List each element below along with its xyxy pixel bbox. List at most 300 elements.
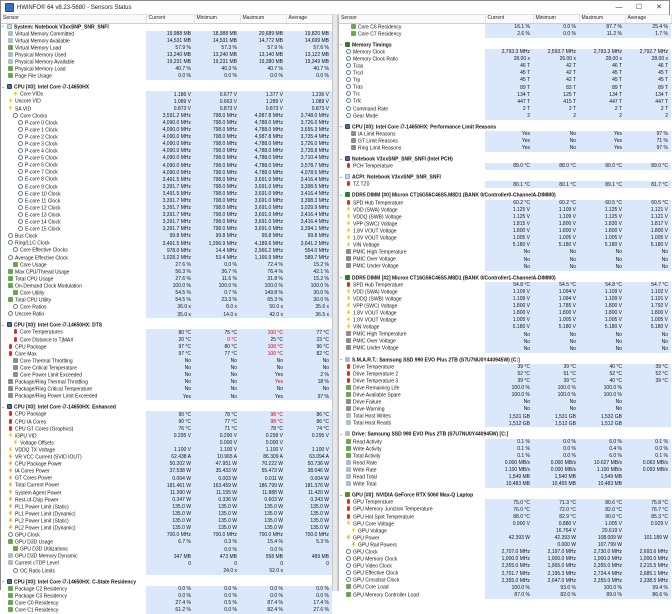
sensor-row[interactable] [339,145,671,152]
col-header-average[interactable]: Average [625,15,671,23]
sensor-group-header[interactable] [339,42,671,49]
sensor-row[interactable] [339,98,671,105]
sensor-row[interactable] [1,106,332,113]
sensor-row[interactable] [1,262,332,269]
sensor-name-cell [1,372,146,379]
sensor-row[interactable] [1,212,332,219]
sensor-group-title[interactable] [339,357,671,364]
sensor-row[interactable] [339,592,671,599]
current-value: 0.1 % [485,446,533,453]
sensor-row[interactable] [339,406,671,413]
sensor-group-title[interactable] [339,124,671,131]
sensor-row[interactable] [339,338,671,345]
average-value: 60.5 °C [625,200,671,207]
sensor-row[interactable] [1,600,332,607]
average-value [625,413,671,420]
current-value: 3,391.7 MHz [146,198,194,205]
sensor-row[interactable] [1,155,332,162]
col-header-average[interactable]: Average [286,15,332,23]
sensor-row[interactable] [339,378,671,385]
sensor-row[interactable] [1,468,332,475]
sensor-row[interactable] [339,221,671,228]
chip-icon [7,84,12,89]
average-value: 489 MB [286,553,332,560]
maximum-value: 700.0 MHz [240,532,286,539]
sensor-row[interactable] [339,506,671,513]
sensor-row[interactable] [339,56,671,63]
sensor-row[interactable] [1,546,332,553]
sensor-row[interactable] [339,453,671,460]
sensor-group-header[interactable] [339,431,671,438]
sensor-label: VPP (SWC) Voltage [353,221,398,228]
current-value: 3,391.7 MHz [146,212,194,219]
sensor-row[interactable] [1,490,332,497]
collapse-toggle-icon[interactable]: − [2,84,5,90]
sensor-row[interactable] [1,162,332,169]
sensor-row[interactable] [1,141,332,148]
sensor-name-cell [339,131,485,138]
sensor-group-label: Drive: Samsung SSD 990 EVO Plus 2TB (S7U7NU0Y440945W) [C:] [352,431,509,438]
sensor-group-title[interactable] [339,156,671,163]
sensor-row[interactable] [339,514,671,521]
sensor-name-cell [1,141,146,148]
clk-icon [346,563,351,568]
sensor-label: Write Rate [353,467,377,474]
sensor-row[interactable] [339,542,671,549]
maximum-value: 40.7 % [240,66,286,73]
sensor-row[interactable] [339,131,671,138]
sensor-row[interactable] [339,303,671,310]
left-sensor-pane[interactable] [1,15,332,614]
current-value: 50.202 W [146,461,194,468]
sensor-row[interactable] [339,138,671,145]
sensor-label: E-core 13 Clock [25,212,61,219]
maximum-value: 82.4 % [240,607,286,614]
sensor-label: GPU Hot Spot Temperature [353,514,415,520]
sensor-name-cell [1,106,146,113]
sensor-row[interactable] [1,525,332,532]
sensor-label: GPU Clock [15,532,40,539]
sensor-row[interactable] [1,276,332,283]
sensor-name-cell [1,127,146,134]
sensor-row[interactable] [1,497,332,504]
sensor-row[interactable] [339,528,671,535]
sensor-group-title[interactable] [1,322,332,329]
sensor-row[interactable] [1,511,332,518]
sensor-row[interactable] [339,282,671,289]
sensor-row[interactable] [339,577,671,584]
pct-icon [346,385,351,390]
minimum-value: 0.0 % [194,262,240,269]
current-value: 181.461 W [146,482,194,489]
sensor-group-header[interactable] [1,322,332,329]
sensor-row[interactable] [339,214,671,221]
sensor-label: E-core 11 Clock [25,198,61,205]
sensor-label: Ring Limit Reasons [358,145,402,152]
therm-icon [9,411,12,416]
sensor-row[interactable] [339,317,671,324]
sensor-name-cell [339,345,485,352]
maximum-value: 10,483 MB [579,481,625,488]
collapse-toggle-icon[interactable]: − [340,431,343,437]
sensor-row[interactable] [1,539,332,546]
sensor-row[interactable] [339,296,671,303]
sensor-row[interactable] [339,84,671,91]
sensor-row[interactable] [1,386,332,393]
sensor-row[interactable] [339,364,671,371]
sensor-row[interactable] [339,392,671,399]
sensor-name-cell [1,411,146,418]
sensor-row[interactable] [1,304,332,311]
col-header-minimum[interactable]: Minimum [533,15,579,23]
sensor-group-header[interactable] [339,192,671,199]
sensor-row[interactable] [1,198,332,205]
collapse-toggle-icon[interactable]: − [340,192,343,198]
average-value: 1.792 V [625,303,671,310]
sensor-row[interactable] [1,461,332,468]
sensor-row[interactable] [1,358,332,365]
maximum-value: 108.009 W [579,535,625,542]
average-value: 63.094 A [286,454,332,461]
right-sensor-pane[interactable] [338,15,670,599]
sensor-name-cell [339,235,485,242]
sensor-row[interactable] [339,474,671,481]
sensor-group-header[interactable] [339,124,671,131]
sensor-row[interactable] [339,385,671,392]
sensor-row[interactable] [339,113,671,120]
sensor-row[interactable] [339,460,671,467]
sensor-row[interactable] [339,549,671,556]
sensor-row[interactable] [339,563,671,570]
sensor-row[interactable] [339,235,671,242]
sensor-row[interactable] [1,184,332,191]
sensor-row[interactable] [1,134,332,141]
average-value: 3,029.9 MHz [286,205,332,212]
sensor-row[interactable] [339,331,671,338]
collapse-toggle-icon[interactable]: − [2,322,5,328]
sensor-row[interactable] [1,98,332,105]
sensor-row[interactable] [1,191,332,198]
average-value: 38.046 W [286,468,332,475]
sensor-row[interactable] [339,70,671,77]
sensor-label: Read Total [353,474,377,481]
sensor-row[interactable] [1,329,332,336]
sensor-row[interactable] [339,467,671,474]
sensor-row[interactable] [1,120,332,127]
current-value: 0.900 V [485,521,533,528]
average-value [625,399,671,406]
sensor-row[interactable] [1,607,332,614]
sensor-group-header[interactable] [1,404,332,411]
sensor-group-title[interactable] [1,579,332,586]
current-value: 5.180 V [485,242,533,249]
sensor-row[interactable] [1,440,332,447]
sensor-row[interactable] [1,504,332,511]
sensor-group-title[interactable] [339,192,671,199]
maximum-value: 1.100 V [240,447,286,454]
sensor-row[interactable] [1,247,332,254]
collapse-toggle-icon[interactable]: − [340,275,343,280]
current-value: 3,391.7 MHz [146,205,194,212]
sensor-row[interactable] [1,283,332,290]
sensor-row[interactable] [339,106,671,113]
sensor-label: GPU Core Load [353,584,389,591]
sensor-group-header[interactable] [339,357,671,364]
sensor-row[interactable] [339,413,671,420]
minimize-button[interactable]: — [615,4,623,11]
collapse-toggle-icon[interactable]: − [340,174,343,180]
sensor-name-cell [339,113,485,120]
sensor-group-header[interactable] [339,275,671,282]
collapse-toggle-icon[interactable]: − [2,24,5,29]
average-value: 15.2 % [286,276,332,283]
sensor-row[interactable] [1,379,332,386]
sensor-row[interactable] [1,351,332,358]
sensor-row[interactable] [1,372,332,379]
sensor-row[interactable] [1,233,332,240]
sensor-row[interactable] [339,263,671,270]
sensor-label: PL1 Power Limit (Static) [15,504,69,511]
sensor-name-cell [1,98,146,105]
sensor-label: GPU D3D Usage [15,539,54,546]
pwr-icon [8,511,13,516]
col-header-current[interactable]: Current [485,15,533,23]
sensor-row[interactable] [339,289,671,296]
sensor-row[interactable] [339,584,671,591]
sensor-name-cell [1,233,146,240]
sensor-row[interactable] [339,207,671,214]
sensor-group-title[interactable] [339,431,671,438]
sensor-row[interactable] [339,420,671,427]
collapse-toggle-icon[interactable]: − [2,404,5,410]
minimum-value: 11.6 % [194,276,240,283]
sensor-row[interactable] [1,255,332,262]
collapse-toggle-icon[interactable]: − [340,42,343,48]
sensor-row[interactable] [339,439,671,446]
sensor-group-header[interactable] [1,84,332,91]
maximum-value: 100.0 % [240,283,286,290]
sensor-row[interactable] [339,91,671,98]
minimum-value: 11.155 W [194,490,240,497]
average-value [625,481,671,488]
average-value: 0.0 % [286,73,332,80]
sensor-row[interactable] [339,481,671,488]
sensor-row[interactable] [339,324,671,331]
sensor-row[interactable] [1,553,332,560]
sensor-row[interactable] [1,393,332,400]
sensor-group-title[interactable] [339,42,671,49]
sensor-row[interactable] [339,228,671,235]
sensor-row[interactable] [339,181,671,188]
collapse-toggle-icon[interactable]: − [340,124,343,130]
average-value: 23 °C [286,337,332,344]
sensor-row[interactable] [1,454,332,461]
current-value: 3,591.2 MHz [146,113,194,120]
sensor-group-header[interactable] [339,174,671,181]
sensor-row[interactable] [339,446,671,453]
sensor-row[interactable] [1,411,332,418]
sensor-row[interactable] [339,249,671,256]
sensor-row[interactable] [339,63,671,70]
sensor-row[interactable] [1,560,332,567]
maximize-button[interactable]: ☐ [635,4,643,11]
sensor-row[interactable] [1,113,332,120]
sensor-row[interactable] [339,499,671,506]
sensor-row[interactable] [1,311,332,318]
sensor-row[interactable] [1,269,332,276]
col-header-minimum[interactable]: Minimum [194,15,240,23]
col-header-sensor[interactable]: Sensor [1,15,146,23]
sensor-name-cell [339,207,485,214]
sensor-label: SPD Hub Temperature [353,200,404,207]
sensor-row[interactable] [1,219,332,226]
sensor-row[interactable] [1,532,332,539]
sensor-row[interactable] [1,59,332,66]
sensor-row[interactable] [1,127,332,134]
sensor-row[interactable] [1,290,332,297]
average-value: 46 T [625,63,671,70]
sensor-row[interactable] [339,345,671,352]
sensor-name-cell [1,482,146,489]
sensor-label: Trcd [353,70,363,77]
maximum-value: 1,549 MB [579,474,625,481]
sensor-row[interactable] [1,518,332,525]
sensor-group-title[interactable] [339,174,671,181]
sensor-row[interactable] [1,240,332,247]
sensor-row[interactable] [1,226,332,233]
sensor-row[interactable] [1,586,332,593]
sensor-row[interactable] [1,148,332,155]
sensor-row[interactable] [339,535,671,542]
collapse-toggle-icon[interactable]: − [2,579,5,585]
average-value: 45 T [625,70,671,77]
sensor-row[interactable] [339,310,671,317]
sensor-row[interactable] [339,49,671,56]
sensor-row[interactable] [1,91,332,98]
col-header-maximum[interactable]: Maximum [240,15,286,23]
sensor-row[interactable] [1,568,332,575]
pct-icon [8,283,13,288]
current-value [146,568,194,575]
sensor-row[interactable] [1,419,332,426]
minimum-value: 125 T [533,91,579,98]
sensor-row[interactable] [1,66,332,73]
sensor-row[interactable] [1,31,332,38]
sensor-name-cell [339,106,485,113]
sensor-group-title[interactable] [339,275,671,282]
sensor-group-title[interactable] [339,492,671,499]
sensor-row[interactable] [339,570,671,577]
sensor-row[interactable] [339,256,671,263]
sensor-group-header[interactable] [339,492,671,499]
maximum-value: 4,788.0 MHz [240,120,286,127]
average-value: 0.1 % [625,453,671,460]
sensor-name-cell [1,393,146,400]
sensor-row[interactable] [339,399,671,406]
sensor-row[interactable] [1,45,332,52]
sensor-row[interactable] [1,433,332,440]
minimum-value: 0.7 % [194,290,240,297]
maximum-value: 4,987.8 MHz [240,113,286,120]
sensor-group-title[interactable] [1,84,332,91]
sensor-row[interactable] [1,169,332,176]
sensor-name-cell [1,191,146,198]
minimum-value: 135.0 W [194,511,240,518]
sensor-row[interactable] [1,344,332,351]
maximum-value: 5.180 V [579,242,625,249]
sensor-group-header[interactable] [1,579,332,586]
sensor-row[interactable] [1,475,332,482]
sensor-row[interactable] [1,52,332,59]
sensor-row[interactable] [1,205,332,212]
collapse-toggle-icon[interactable]: − [340,357,343,363]
minimum-value: 798.0 MHz [194,212,240,219]
collapse-toggle-icon[interactable]: − [340,492,343,498]
sensor-row[interactable] [339,163,671,170]
sensor-row[interactable] [1,297,332,304]
sensor-row[interactable] [1,426,332,433]
sensor-row[interactable] [339,556,671,563]
clk-icon [346,91,351,96]
col-header-maximum[interactable]: Maximum [579,15,625,23]
sensor-row[interactable] [1,176,332,183]
sensor-row[interactable] [1,73,332,80]
minimum-value: 0.000 MB/s [533,467,579,474]
window-title: HWiNFO® 64 v8.23-5680 - Sensors Status [17,4,132,11]
pct-icon [8,600,13,605]
sensor-row[interactable] [339,200,671,207]
collapse-toggle-icon[interactable]: − [340,156,343,162]
sensor-group-header[interactable] [339,156,671,163]
sensor-row[interactable] [1,38,332,45]
minimum-value: 0 °C [194,337,240,344]
sensor-row[interactable] [1,447,332,454]
sensor-row[interactable] [339,77,671,84]
maximum-value: 1.800 V [579,228,625,235]
therm-icon [347,499,350,504]
sensor-row[interactable] [339,521,671,528]
maximum-value: 89 T [579,84,625,91]
minimum-value: 163.459 W [194,482,240,489]
volt-icon [346,296,351,301]
col-header-sensor[interactable]: Sensor [339,15,485,23]
sensor-row[interactable] [339,371,671,378]
current-value: 100.0 % [485,392,533,399]
col-header-current[interactable]: Current [146,15,194,23]
sensor-label: Trc [353,91,361,98]
sensor-row[interactable] [1,482,332,489]
volt-icon [346,207,351,212]
sensor-name-cell [339,338,485,345]
sensor-group-title[interactable] [1,404,332,411]
pct-icon [13,290,18,295]
sensor-name-cell [1,539,146,546]
sensor-row[interactable] [339,23,671,31]
average-value: 3,655.3 MHz [286,127,332,134]
sensor-group-title[interactable] [1,23,332,31]
sensor-row[interactable] [339,31,671,38]
sensor-label: E-core 10 Clock [25,191,61,198]
sensor-name-cell [1,226,146,233]
sensor-row[interactable] [1,593,332,600]
sensor-name-cell [1,269,146,276]
sensor-row[interactable] [1,365,332,372]
pct-icon [8,45,13,50]
close-button[interactable]: ✕ [656,4,662,11]
sensor-row[interactable] [1,337,332,344]
sensor-group-header[interactable] [1,23,332,31]
sensor-row[interactable] [339,242,671,249]
